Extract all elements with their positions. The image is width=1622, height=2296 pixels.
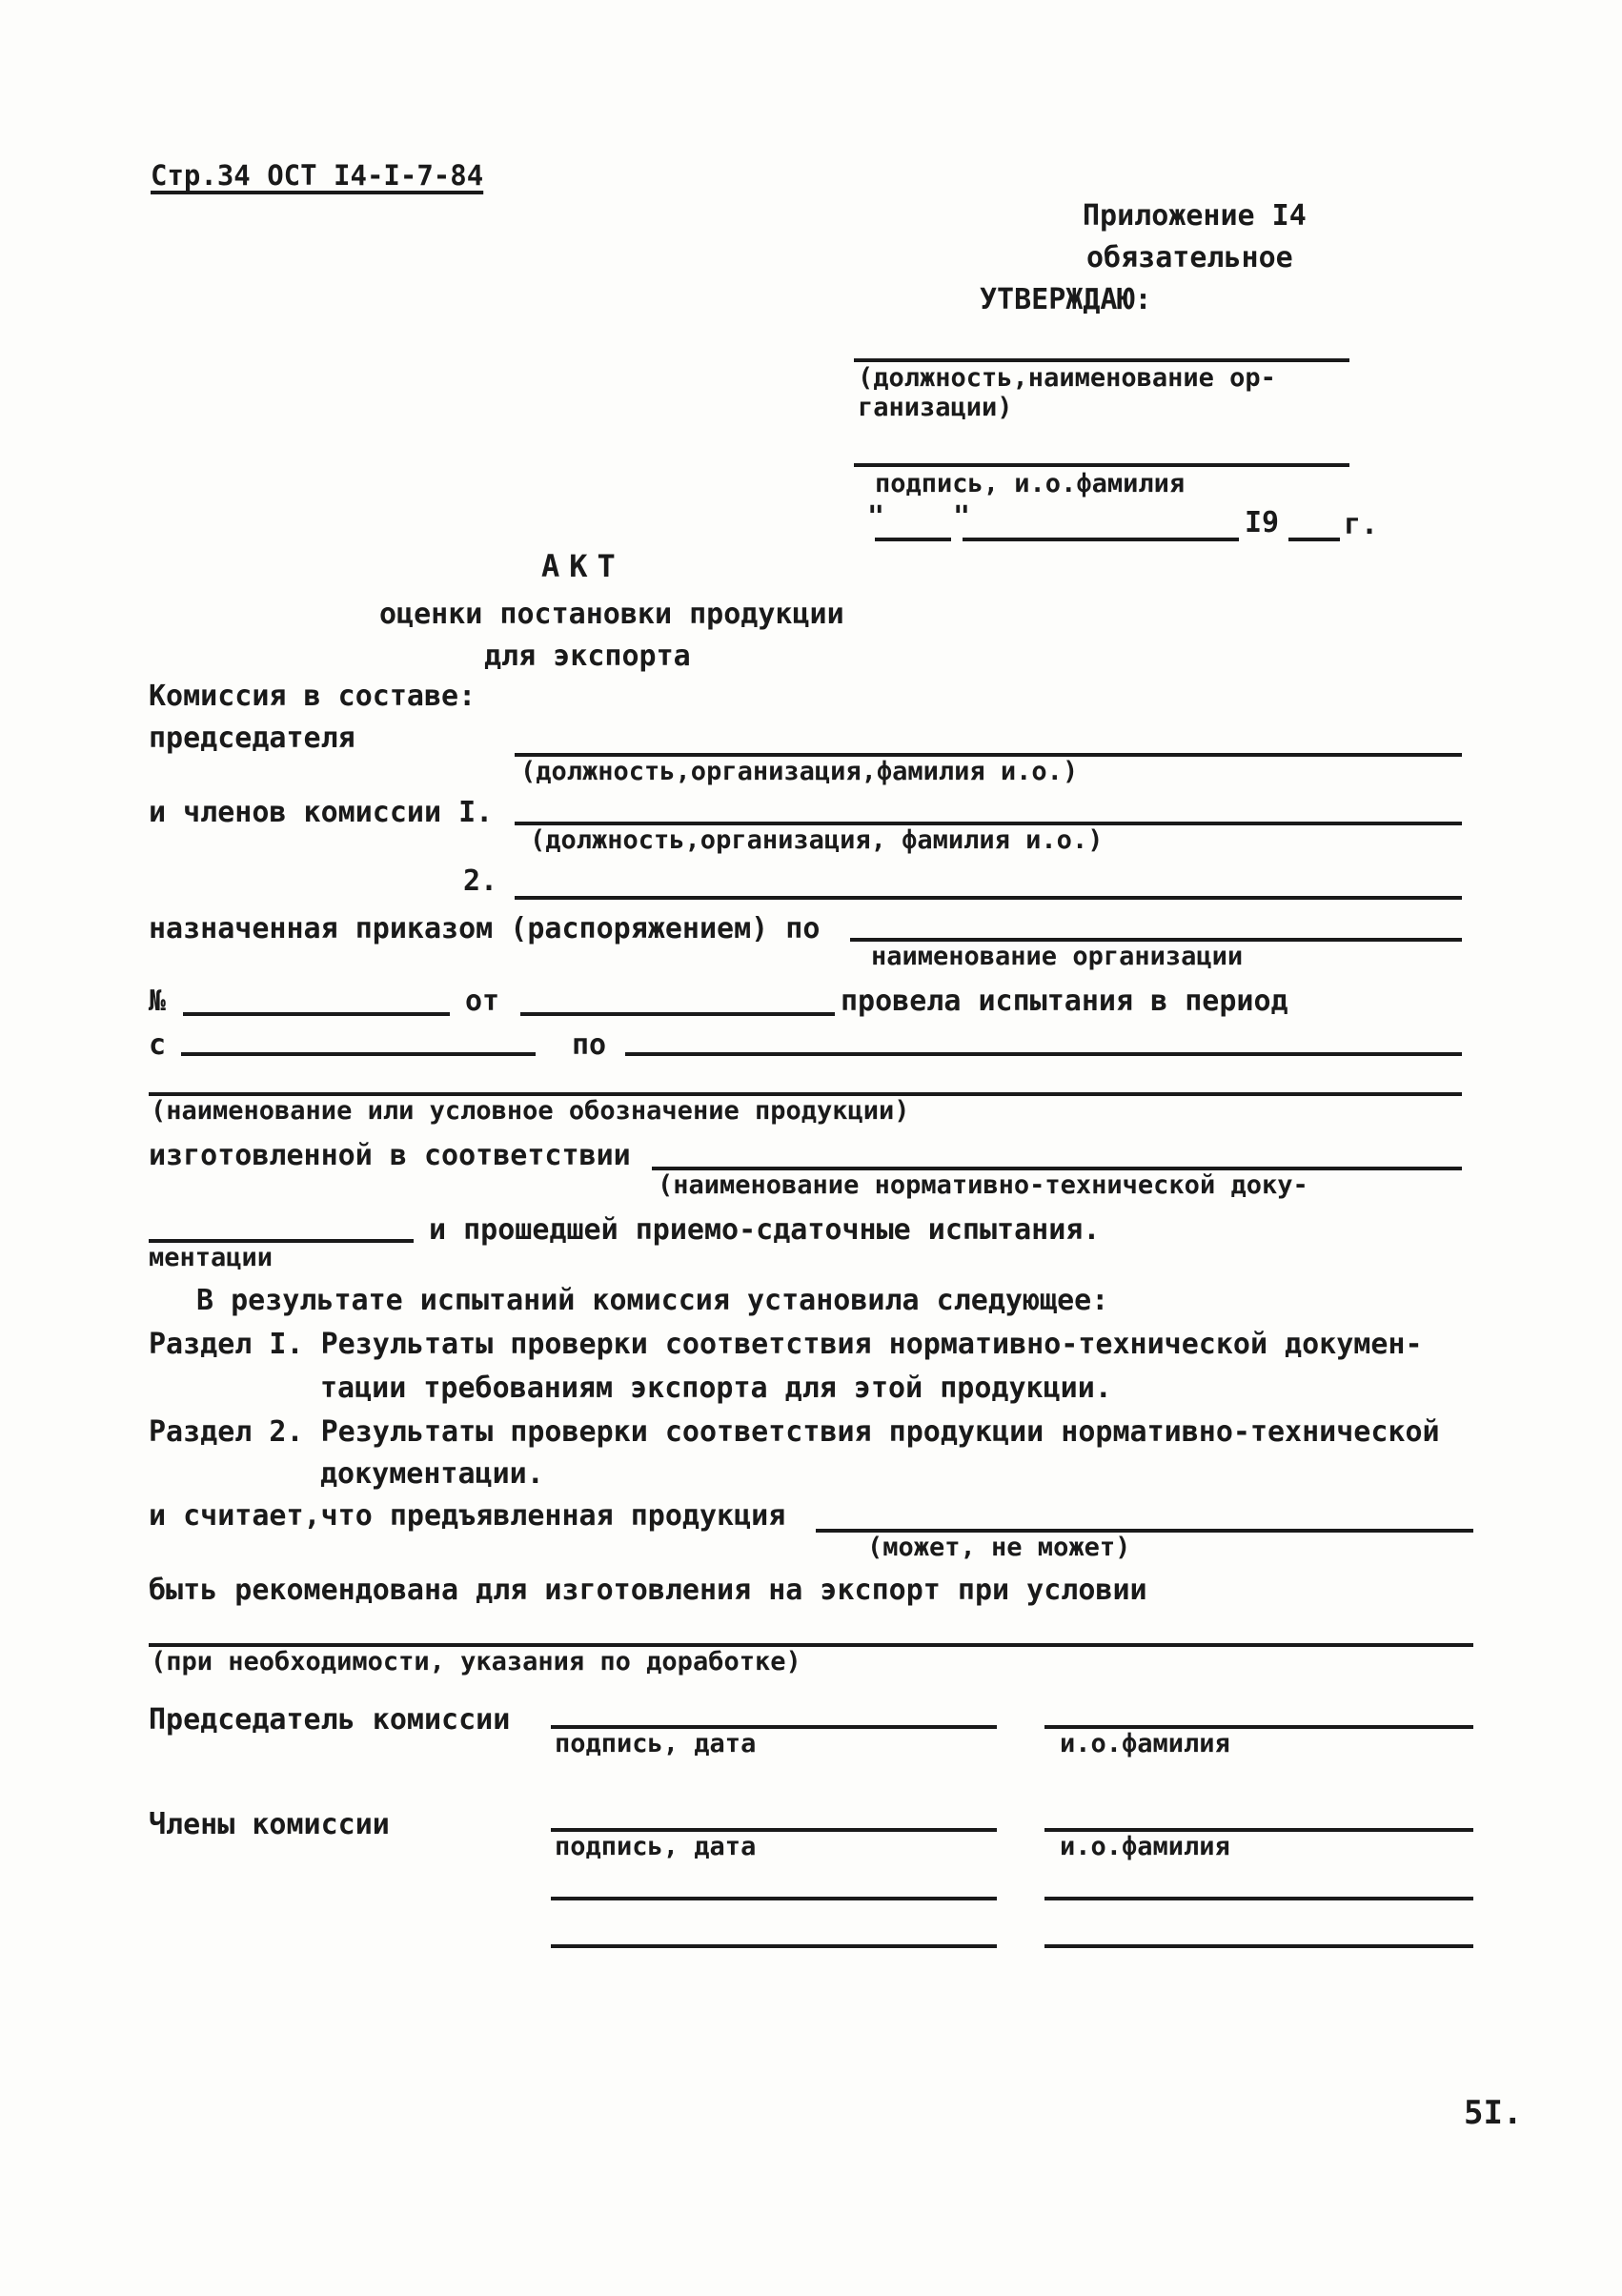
member-sign-caption: подпись, дата bbox=[555, 1832, 757, 1861]
approver-position-caption: (должность,наименование ор- bbox=[858, 363, 1276, 393]
approver-position-line bbox=[854, 358, 1349, 362]
member2-sign-line bbox=[551, 1897, 997, 1900]
recommended-label: быть рекомендована для изготовления на экспорт при условии bbox=[149, 1574, 1147, 1607]
document-reference: Стр.34 ОСТ I4-I-7-84 bbox=[151, 159, 484, 192]
passed-tests-label: и прошедшей приемо-сдаточные испытания. bbox=[429, 1213, 1101, 1247]
member-name-caption: и.о.фамилия bbox=[1060, 1832, 1230, 1861]
product-caption: (наименование или условное обозначение продукции) bbox=[151, 1096, 910, 1126]
order-date-line bbox=[520, 1012, 835, 1016]
section2-line2: документации. bbox=[320, 1457, 544, 1491]
section2-line1: Раздел 2. Результаты проверки соответствия продукции нормативно-технической bbox=[149, 1415, 1440, 1449]
approve-heading: УТВЕРЖДАЮ: bbox=[980, 283, 1152, 316]
organization-caption: наименование организации bbox=[871, 942, 1244, 971]
results-intro: В результате испытаний комиссия установила следующее: bbox=[196, 1284, 1109, 1317]
member2-number: 2. bbox=[463, 864, 498, 898]
members-signature-label: Члены комиссии bbox=[149, 1808, 390, 1841]
chairman-sign-caption: подпись, дата bbox=[555, 1729, 757, 1758]
approver-position-caption-cont: ганизации) bbox=[858, 393, 1013, 422]
considers-label: и считает,что предъявленная продукция bbox=[149, 1499, 786, 1533]
member3-name-line bbox=[1044, 1944, 1473, 1948]
member1-caption: (должность,организация, фамилия и.о.) bbox=[530, 825, 1104, 855]
chairman-label: председателя bbox=[149, 721, 355, 755]
date-quote-close: " bbox=[953, 500, 971, 534]
date-month-line bbox=[963, 538, 1239, 541]
chairman-signature-label: Председатель комиссии bbox=[149, 1703, 511, 1737]
ntd-caption-cont: ментации bbox=[149, 1243, 274, 1272]
section1-line2: тации требованиям экспорта для этой продукции. bbox=[320, 1372, 1112, 1405]
chairman-caption: (должность,организация,фамилия и.о.) bbox=[520, 757, 1079, 786]
member3-sign-line bbox=[551, 1944, 997, 1948]
act-subtitle-2: для экспорта bbox=[484, 640, 691, 673]
period-to-line bbox=[625, 1052, 1462, 1056]
date-year-line bbox=[1288, 538, 1340, 541]
commission-composition: Комиссия в составе: bbox=[149, 680, 476, 713]
ntd-caption: (наименование нормативно-технической доку- bbox=[658, 1170, 1308, 1200]
approver-signature-caption: подпись, и.о.фамилия bbox=[875, 469, 1186, 498]
period-from-line bbox=[181, 1052, 536, 1056]
can-caption: (может, не может) bbox=[867, 1533, 1131, 1562]
appendix-label: Приложение I4 bbox=[1083, 199, 1307, 233]
conditions-caption: (при необходимости, указания по доработке) bbox=[151, 1647, 801, 1676]
approver-signature-line bbox=[854, 463, 1349, 467]
order-number-line bbox=[183, 1012, 450, 1016]
period-from-label: с bbox=[149, 1028, 167, 1062]
members-label: и членов комиссии I. bbox=[149, 796, 494, 829]
appendix-status: обязательное bbox=[1086, 241, 1293, 274]
date-year-prefix: I9 bbox=[1245, 506, 1280, 539]
act-title: АКТ bbox=[541, 548, 625, 584]
act-subtitle-1: оценки постановки продукции bbox=[379, 598, 844, 631]
date-day-line bbox=[875, 538, 951, 541]
date-year-suffix: г. bbox=[1344, 508, 1379, 541]
manufactured-label: изготовленной в соответствии bbox=[149, 1139, 631, 1172]
period-to-label: по bbox=[572, 1028, 607, 1062]
appointed-label: назначенная приказом (распоряжением) по bbox=[149, 912, 821, 945]
page-number: 5I. bbox=[1464, 2094, 1523, 2132]
chairman-name-caption: и.о.фамилия bbox=[1060, 1729, 1230, 1758]
order-number-sign: № bbox=[149, 985, 167, 1018]
order-from-label: от bbox=[465, 985, 500, 1018]
member2-name-line bbox=[1044, 1897, 1473, 1900]
member2-line bbox=[515, 896, 1462, 900]
date-quote-open: " bbox=[867, 500, 885, 534]
section1-line1: Раздел I. Результаты проверки соответствия нормативно-технической докумен- bbox=[149, 1328, 1423, 1361]
tested-period-label: провела испытания в период bbox=[841, 985, 1288, 1018]
